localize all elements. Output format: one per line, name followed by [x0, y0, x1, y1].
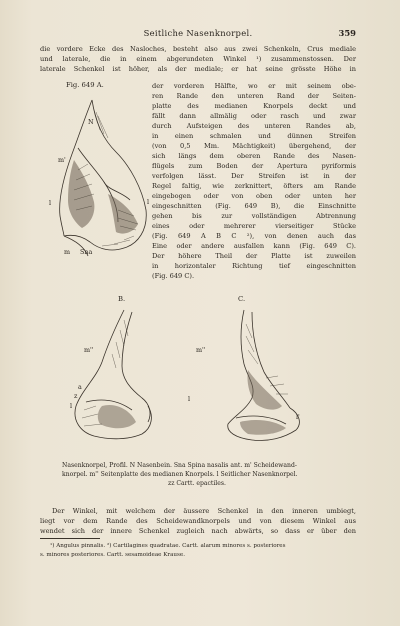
footnote-rule: [40, 538, 100, 539]
text-line: eingebogen oder von oben oder unten her: [152, 192, 356, 200]
figure-b-label: B.: [118, 295, 126, 303]
text-line: der vorderen Hälfte, wo er mit seinem obe-: [152, 82, 356, 90]
footnote-line: ¹) Angulus pinnalis. ²) Cartilagines quadratae. Cartt. alarum minores s. posteriores: [50, 543, 286, 549]
text-line: verfolgen lässt. Der Streifen ist in der: [152, 172, 356, 180]
figure-b-label-l: l: [70, 402, 73, 410]
figure-a-illustration: [34, 90, 154, 260]
text-line: Der höhere Theil der Platte ist zuweilen: [152, 252, 356, 260]
figure-c-label-l: l: [188, 395, 191, 403]
figure-b-label-a: a: [78, 383, 82, 391]
text-line: in einen schmalen und dünnen Streifen: [152, 132, 356, 140]
figure-caption-line: Nasenknorpel, Profil. N Nasenbein. Sna Spina nasalis ant. m' Scheidewand-: [62, 462, 297, 469]
text-line: laterale Schenkel ist höher, als der mediale; er hat seine grösste Höhe in: [40, 65, 356, 73]
page-number: 359: [338, 28, 356, 38]
text-line: in horizontaler Richtung tief eingeschnitten: [152, 262, 356, 270]
figure-caption-line: knorpel. m'' Seitenplatte des medianen Knorpels. l Seitlicher Nasenknorpel.: [62, 471, 298, 478]
figure-a-label-sna: Sna: [80, 248, 93, 256]
figure-a-label-m: m: [64, 248, 71, 256]
text-line: (von 0,5 Mm. Mächtigkeit) übergehend, der: [152, 142, 356, 150]
text-line: Der Winkel, mit welchem der äussere Schenkel in den inneren umbiegt,: [52, 507, 356, 515]
text-line: (Fig. 649 A B C ²), von denen auch das: [152, 232, 356, 240]
running-header: [40, 28, 356, 40]
text-line: Regel faltig, wie zerknittert, öfters am Rande: [152, 182, 356, 190]
text-line: sich längs dem oberen Rande des Nasen-: [152, 152, 356, 160]
figure-b-illustration: [62, 306, 172, 448]
figure-caption-line: zz Cartt. epactiles.: [168, 480, 226, 487]
text-line: durch Aufsteigen des unteren Randes ab,: [152, 122, 356, 130]
figure-c-label: C.: [238, 295, 246, 303]
footnote-line: s. minores posteriores. Cartt. sesamoideae Krause.: [40, 552, 185, 558]
text-line: flügels zum Boden der Apertura pyriformis: [152, 162, 356, 170]
text-line: ren Rande den unteren Rand der Seiten-: [152, 92, 356, 100]
figure-c-label-m2: m'': [196, 346, 206, 354]
text-line: liegt vor dem Rande des Scheidewandknorpels und von diesem Winkel aus: [40, 517, 356, 525]
text-line: gehen bis zur vollständigen Abtrennung: [152, 212, 356, 220]
running-title: Seitliche Nasenknorpel.: [143, 28, 253, 38]
text-line: eines oder mehrerer vierseitiger Stücke: [152, 222, 356, 230]
text-line: die vordere Ecke des Nasloches, besteht also aus zwei Schenkeln, Crus mediale: [40, 45, 356, 53]
figure-a-label-l: l: [49, 199, 52, 207]
text-line: und laterale, die in einem abgerundeten Winkel ¹) zusammenstossen. Der: [40, 55, 356, 63]
figure-a-label-n: N: [88, 118, 94, 126]
figure-a-label-m1: m': [58, 156, 66, 164]
figure-b-label-m2: m'': [84, 346, 94, 354]
text-line: eingeschnitten (Fig. 649 B), die Einschnitte: [152, 202, 356, 210]
text-line: wendet sich der innere Schenkel zugleich nach abwärts, so dass er über den: [40, 527, 356, 535]
figure-c-label-l2: l': [296, 413, 300, 421]
figure-b-label-z: z: [74, 392, 78, 400]
figure-a-label-l-right: l: [147, 198, 150, 206]
figure-c-illustration: [182, 306, 312, 448]
text-line: fällt dann allmälig oder rasch und zwar: [152, 112, 356, 120]
text-line: Eine oder andere ausfallen kann (Fig. 649 C).: [152, 242, 356, 250]
text-line: (Fig. 649 C).: [152, 272, 195, 280]
figure-a-label: Fig. 649 A.: [66, 81, 104, 89]
text-line: platte des medianen Knorpels deckt und: [152, 102, 356, 110]
